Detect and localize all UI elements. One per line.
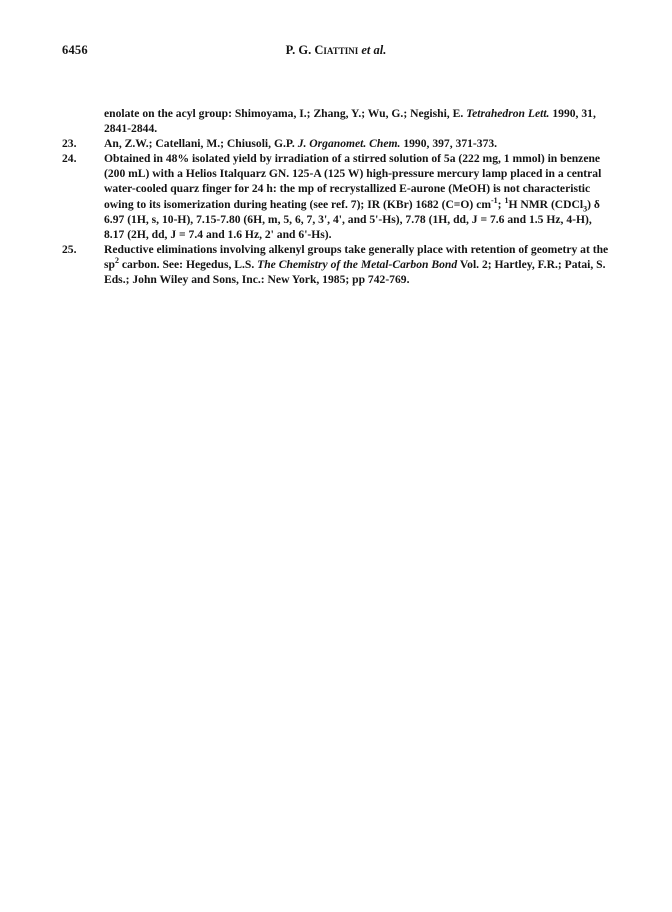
reference-text (104, 151, 612, 242)
reference-text (104, 242, 612, 287)
ref-superscript: -1 (491, 195, 498, 205)
ref-year: 1990 (400, 137, 427, 151)
running-head (0, 43, 672, 58)
reference-number: 24. (62, 152, 77, 166)
ref-superscript: 1 (504, 195, 509, 205)
reference-24 (62, 151, 612, 242)
ref-book-title: The Chemistry of the Metal-Carbon Bond (257, 257, 458, 271)
reference-number: 25. (62, 242, 77, 256)
running-head-author: Ciattini (314, 43, 359, 57)
ref-journal: J. Organomet. Chem. (297, 137, 401, 151)
reference-number: 23. (62, 137, 77, 151)
ref-journal: Tetrahedron Lett. (466, 107, 550, 120)
ref-text-part: , 397, 371-373. (426, 137, 498, 151)
running-head-etal: et al. (358, 43, 387, 57)
ref-text-part: enolate on the acyl group: Shimoyama, I.; Zhang, Y.; Wu, G.; Negishi, E. (104, 107, 467, 120)
ref-text-part: ; (497, 197, 505, 211)
ref-text-part: carbon. See: Hegedus, L.S. (118, 257, 258, 271)
ref-year: 1990 (549, 107, 576, 120)
ref-text-part: Obtained in 48% isolated yield by irradiation of a stirred solution of 5a (222 mg, 1 mmol) in benzene (200 mL) with a Helios Italquarz GN. 125-A (125 W) high-pressure mercury lamp placed in a central water-cooled quarz finger for 24 h: the mp of recrystallized E-aurone (MeOH) is not characteristic owing to its isomerization during heating (see ref. 7); IR (KBr) 1682 (C=O) cm (104, 152, 602, 211)
running-head-initials: P. G. (285, 43, 315, 57)
ref-text-part: ) δ 6.97 (1H, s, 10-H), 7.15-7.80 (6H, m, 5, 6, 7, 3', 4', and 5'-Hs), 7.78 (1H, dd, J = 7.6 and 1.5 Hz, 4-H), 8.17 (2H, dd, J = 7.4 and 1.6 Hz, 2' and 6'-Hs). (104, 197, 600, 241)
ref-superscript: 2 (114, 256, 119, 266)
reference-continued (62, 106, 612, 136)
reference-text (104, 106, 612, 136)
ref-text-part: H NMR (CDCl (508, 197, 584, 211)
ref-text-part: Reductive eliminations involving alkenyl groups take generally place with retention of geometry at the sp (104, 242, 609, 271)
reference-list (62, 106, 612, 287)
reference-text (104, 136, 612, 151)
ref-subscript: 3 (583, 203, 588, 213)
reference-25 (62, 242, 612, 287)
ref-text-part: An, Z.W.; Catellani, M.; Chiusoli, G.P. (104, 137, 298, 151)
page-number: 6456 (62, 43, 88, 57)
ref-text-part: Vol. 2; Hartley, F.R.; Patai, S. Eds.; John Wiley and Sons, Inc.: New York, 1985; pp 742-769. (104, 257, 606, 287)
ref-text-part: , 31, 2841-2844. (104, 107, 596, 136)
reference-23 (62, 136, 612, 151)
